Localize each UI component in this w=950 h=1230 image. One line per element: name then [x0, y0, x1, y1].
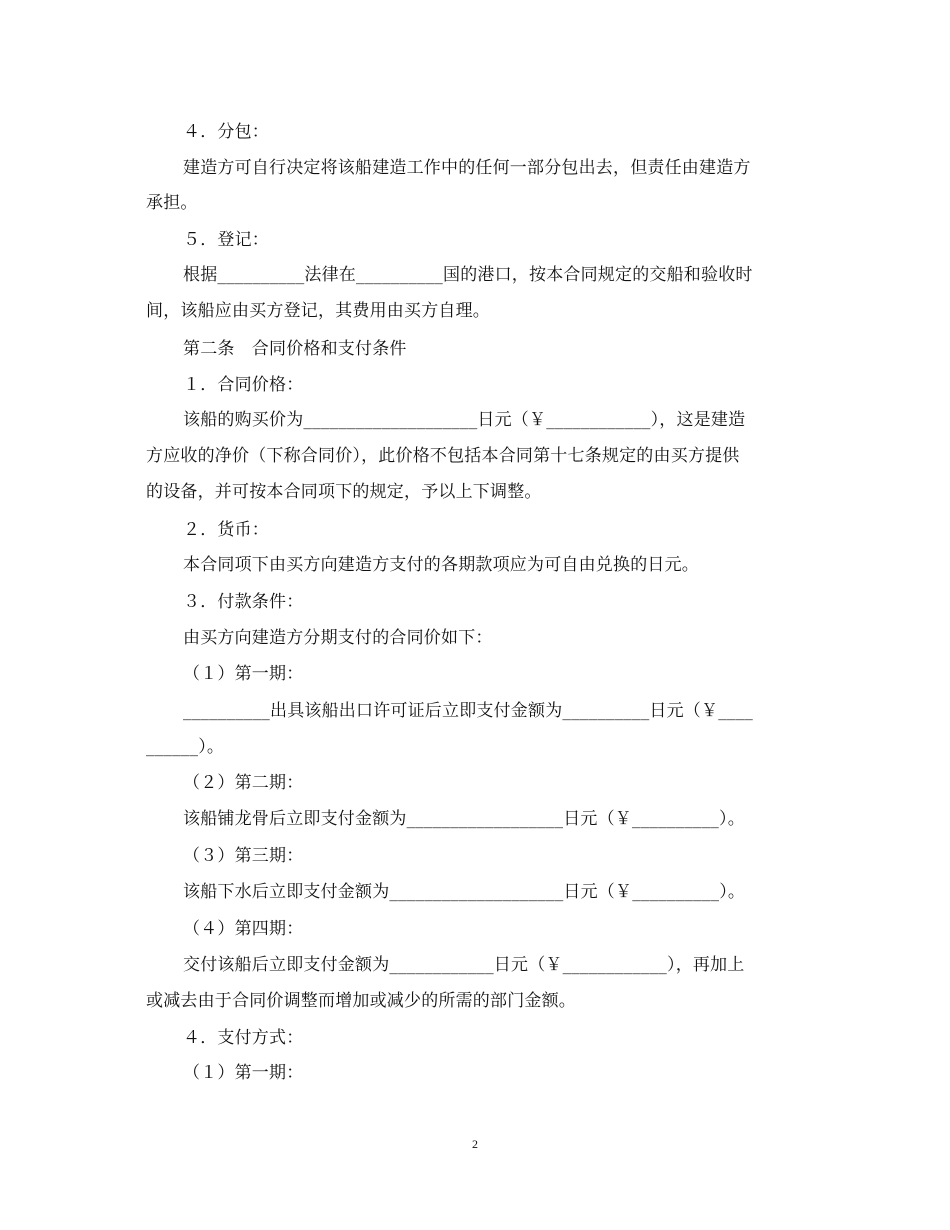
installment-3-heading: （３）第三期： — [183, 846, 304, 866]
paragraph-line: 由买方向建造方分期支付的合同价如下： — [183, 628, 493, 648]
paragraph-line: __________出具该船出口许可证后立即支付金额为__________日元（￥____ — [183, 701, 753, 721]
installment-2-heading: （２）第二期： — [183, 773, 304, 793]
paragraph-line: 根据__________法律在__________国的港口，按本合同规定的交船和验收时 — [183, 265, 753, 285]
paragraph-line: 交付该船后立即支付金额为____________日元（￥____________），再加上 — [183, 955, 745, 975]
paragraph-line: 的设备，并可按本合同项下的规定，予以上下调整。 — [146, 482, 542, 502]
paragraph-line: 或减去由于合同价调整而增加或减少的所需的部门金额。 — [146, 991, 576, 1011]
paragraph-line: 方应收的净价（下称合同价），此价格不包括本合同第十七条规定的由买方提供 — [146, 446, 740, 466]
section-4-heading: ４．支付方式： — [183, 1028, 304, 1048]
section-1-heading: １．合同价格： — [183, 375, 304, 395]
paragraph-line: 承担。 — [146, 193, 198, 213]
payment-method-1-heading: （１）第一期： — [183, 1063, 304, 1083]
paragraph-line: 间，该船应由买方登记，其费用由买方自理。 — [146, 301, 490, 321]
page-number: 2 — [472, 1137, 478, 1151]
clause-5-heading: ５．登记： — [183, 230, 269, 250]
installment-4-heading: （４）第四期： — [183, 919, 304, 939]
paragraph-line: 该船的购买价为____________________日元（￥____________），这是建造 — [183, 410, 746, 430]
paragraph-line: ______）。 — [146, 737, 225, 757]
paragraph-line: 本合同项下由买方向建造方支付的各期款项应为可自由兑换的日元。 — [183, 555, 699, 575]
installment-1-heading: （１）第一期： — [183, 664, 304, 684]
article-2-heading: 第二条 合同价格和支付条件 — [183, 339, 407, 359]
paragraph-line: 该船铺龙骨后立即支付金额为__________________日元（￥__________）。 — [183, 809, 745, 829]
paragraph-line: 该船下水后立即支付金额为____________________日元（￥__________）。 — [183, 882, 746, 902]
section-3-heading: ３．付款条件： — [183, 592, 304, 612]
section-2-heading: ２．货币： — [183, 520, 269, 540]
paragraph-line: 建造方可自行决定将该船建造工作中的任何一部分包出去，但责任由建造方 — [183, 158, 751, 178]
clause-4-heading: ４．分包： — [183, 122, 269, 142]
